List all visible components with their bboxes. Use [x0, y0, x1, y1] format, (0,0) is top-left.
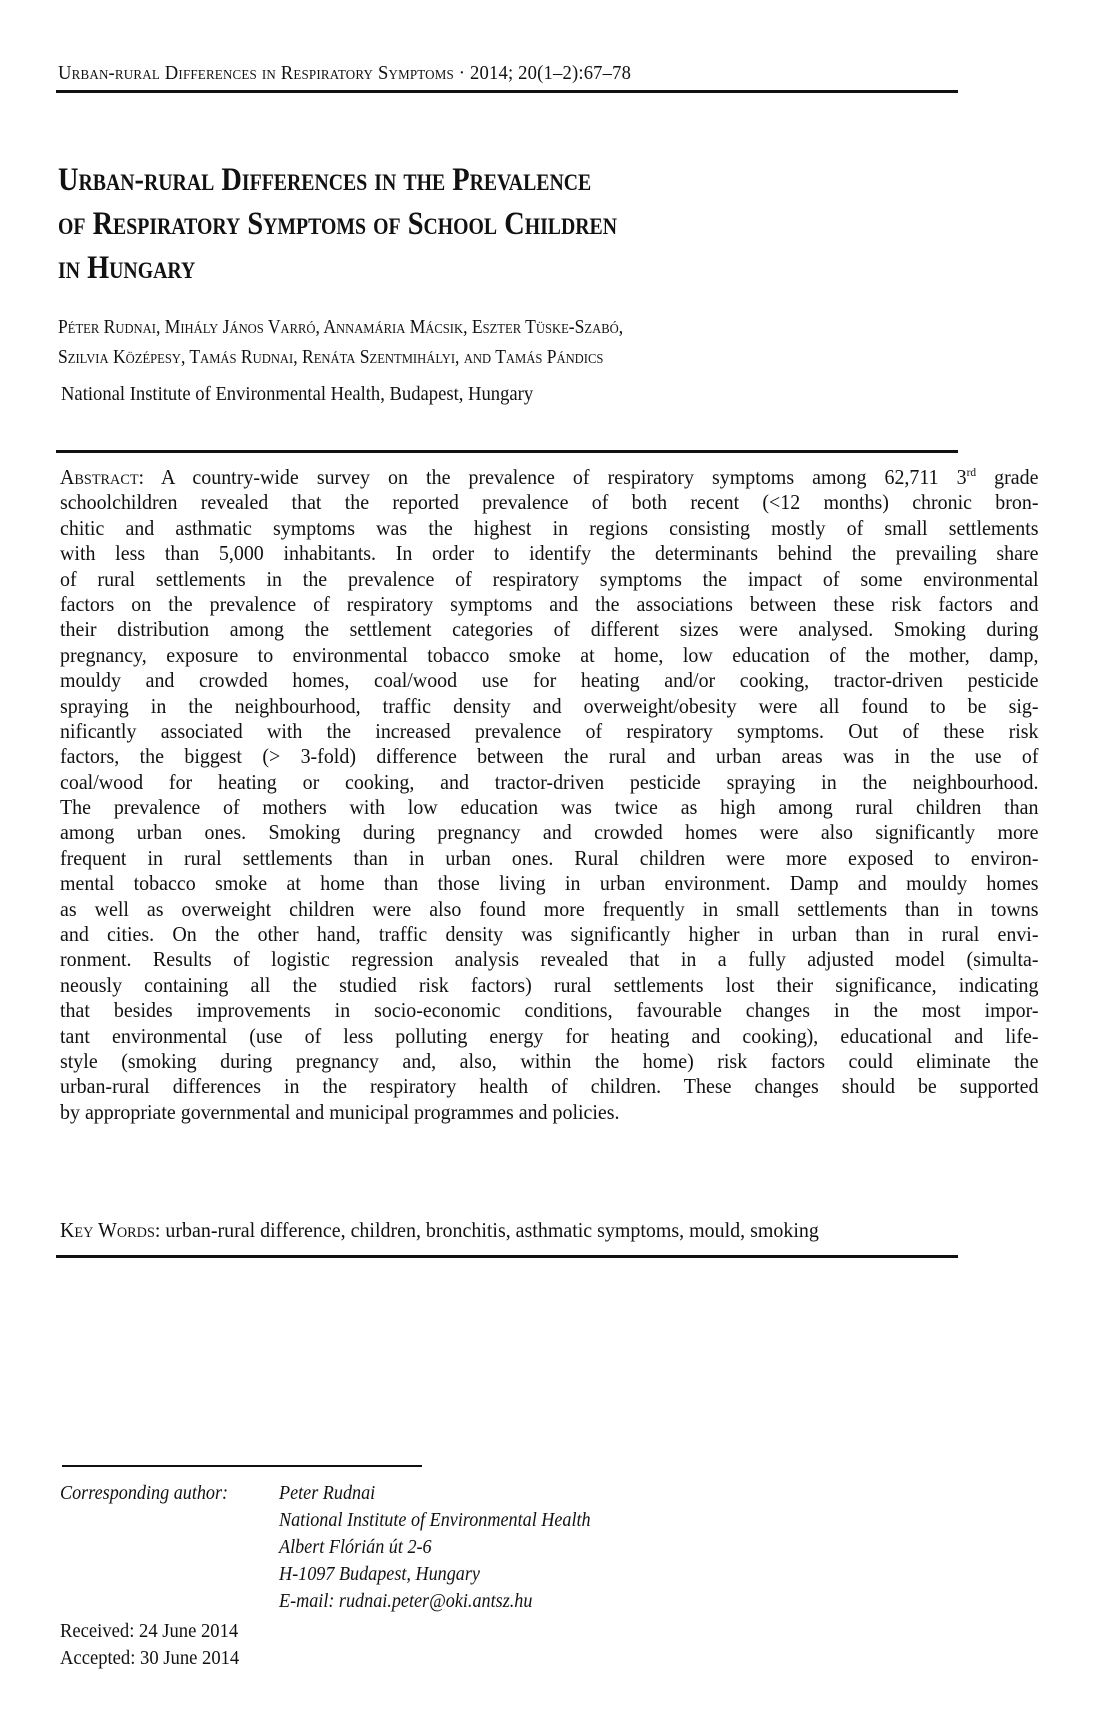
author-line: Péter Rudnai, Mihály János Varró, Annamária Mácsik, Eszter Tüske-Szabó, [58, 317, 624, 338]
abstract-line: spraying in the neighbourhood, traffic density and overweight/obesity were all found to be sig- [60, 693, 1039, 718]
abstract-line: that besides improvements in socio-economic conditions, favourable changes in the most impor- [60, 998, 1039, 1023]
corresponding-author [60, 1480, 614, 1615]
abstract-line: frequent in rural settlements than in urban ones. Rural children were more exposed to environ- [60, 845, 1039, 870]
corresponding-author-street: Albert Flórián út 2-6 [279, 1537, 432, 1558]
keywords-text: urban-rural difference, children, bronchitis, asthmatic symptoms, mould, smoking [160, 1218, 819, 1242]
header-rule [56, 90, 958, 93]
running-head-citation: 2014; 20(1–2):67–78 [470, 62, 632, 84]
corresponding-author-city: H-1097 Budapest, Hungary [279, 1564, 480, 1585]
abstract-top-rule [56, 450, 958, 453]
abstract-line: mental tobacco smoke at home than those living in urban environment. Damp and mouldy homes [60, 871, 1039, 896]
abstract-line: style (smoking during pregnancy and, also, within the home) risk factors could eliminate the [60, 1048, 1039, 1073]
abstract-line: as well as overweight children were also found more frequently in small settlements than in towns [60, 896, 1039, 921]
title-line: Urban-rural Differences in the Prevalence [58, 162, 592, 198]
title-line: of Respiratory Symptoms of School Children [58, 206, 618, 242]
abstract-line: pregnancy, exposure to environmental tobacco smoke at home, low education of the mother, damp, [60, 642, 1039, 667]
corresponding-author-name: Peter Rudnai [279, 1483, 376, 1504]
accepted-date: Accepted: 30 June 2014 [60, 1647, 240, 1669]
running-head-title: Urban-rural Differences in Respiratory Symptoms [58, 62, 454, 84]
author-list [58, 313, 623, 373]
ordinal-superscript: rd [966, 465, 977, 479]
abstract-line: by appropriate governmental and municipal programmes and policies. [60, 1099, 620, 1124]
title-line: in Hungary [58, 250, 196, 286]
abstract-line: Abstract: A country-wide survey on the prevalence of respiratory symptoms among 62,711 3rd grade [60, 465, 1039, 489]
article-dates [60, 1618, 253, 1672]
abstract-line: nificantly associated with the increased prevalence of respiratory symptoms. Out of these risk [60, 718, 1039, 743]
abstract-line: chitic and asthmatic symptoms was the highest in regions consisting mostly of small settlements [60, 515, 1039, 540]
abstract-line: factors, the biggest (> 3-fold) difference between the rural and urban areas was in the use of [60, 744, 1039, 769]
keywords [60, 1218, 819, 1243]
received-date: Received: 24 June 2014 [60, 1620, 239, 1642]
abstract-line: their distribution among the settlement categories of different sizes were analysed. Smoking during [60, 617, 1039, 642]
running-head-separator: · [458, 62, 466, 84]
running-head [58, 62, 631, 85]
abstract-line: ronment. Results of logistic regression analysis revealed that in a fully adjusted model (simulta- [60, 947, 1039, 972]
abstract-line: coal/wood for heating or cooking, and tractor-driven pesticide spraying in the neighbourhood. [60, 769, 1039, 794]
abstract-line: among urban ones. Smoking during pregnancy and crowded homes were also significantly more [60, 820, 1039, 845]
abstract-line: and cities. On the other hand, traffic density was significantly higher in urban than in rural envi- [60, 922, 1039, 947]
article-title [58, 158, 617, 290]
abstract-line: urban-rural differences in the respiratory health of children. These changes should be supported [60, 1074, 1039, 1099]
abstract-line: tant environmental (use of less polluting energy for heating and cooking), educational and life- [60, 1023, 1039, 1048]
abstract-line: with less than 5,000 inhabitants. In order to identify the determinants behind the prevailing share [60, 541, 1039, 566]
affiliation: National Institute of Environmental Health, Budapest, Hungary [61, 383, 534, 405]
abstract-line: neously containing all the studied risk factors) rural settlements lost their significance, indicating [60, 972, 1039, 997]
corresponding-author-institute: National Institute of Environmental Health [279, 1510, 591, 1531]
corresponding-author-label: Corresponding author: [60, 1483, 229, 1504]
abstract-line: of rural settlements in the prevalence of respiratory symptoms the impact of some environmental [60, 566, 1039, 591]
abstract-label: Abstract: [60, 465, 145, 489]
keywords-label: Key Words: [60, 1218, 161, 1242]
abstract-line: mouldy and crowded homes, coal/wood use for heating and/or cooking, tractor-driven pesticide [60, 668, 1039, 693]
abstract-line: factors on the prevalence of respiratory symptoms and the associations between these risk factors and [60, 591, 1039, 616]
abstract-bottom-rule [56, 1255, 958, 1258]
footnote-rule [62, 1465, 422, 1467]
abstract [60, 465, 1038, 1125]
abstract-line: schoolchildren revealed that the reported prevalence of both recent (<12 months) chronic bron- [60, 490, 1039, 515]
author-line: Szilvia Középesy, Tamás Rudnai, Renáta Szentmihályi, and Tamás Pándics [58, 347, 604, 368]
abstract-line: The prevalence of mothers with low education was twice as high among rural children than [60, 795, 1039, 820]
corresponding-author-email[interactable]: E-mail: rudnai.peter@oki.antsz.hu [279, 1591, 533, 1612]
